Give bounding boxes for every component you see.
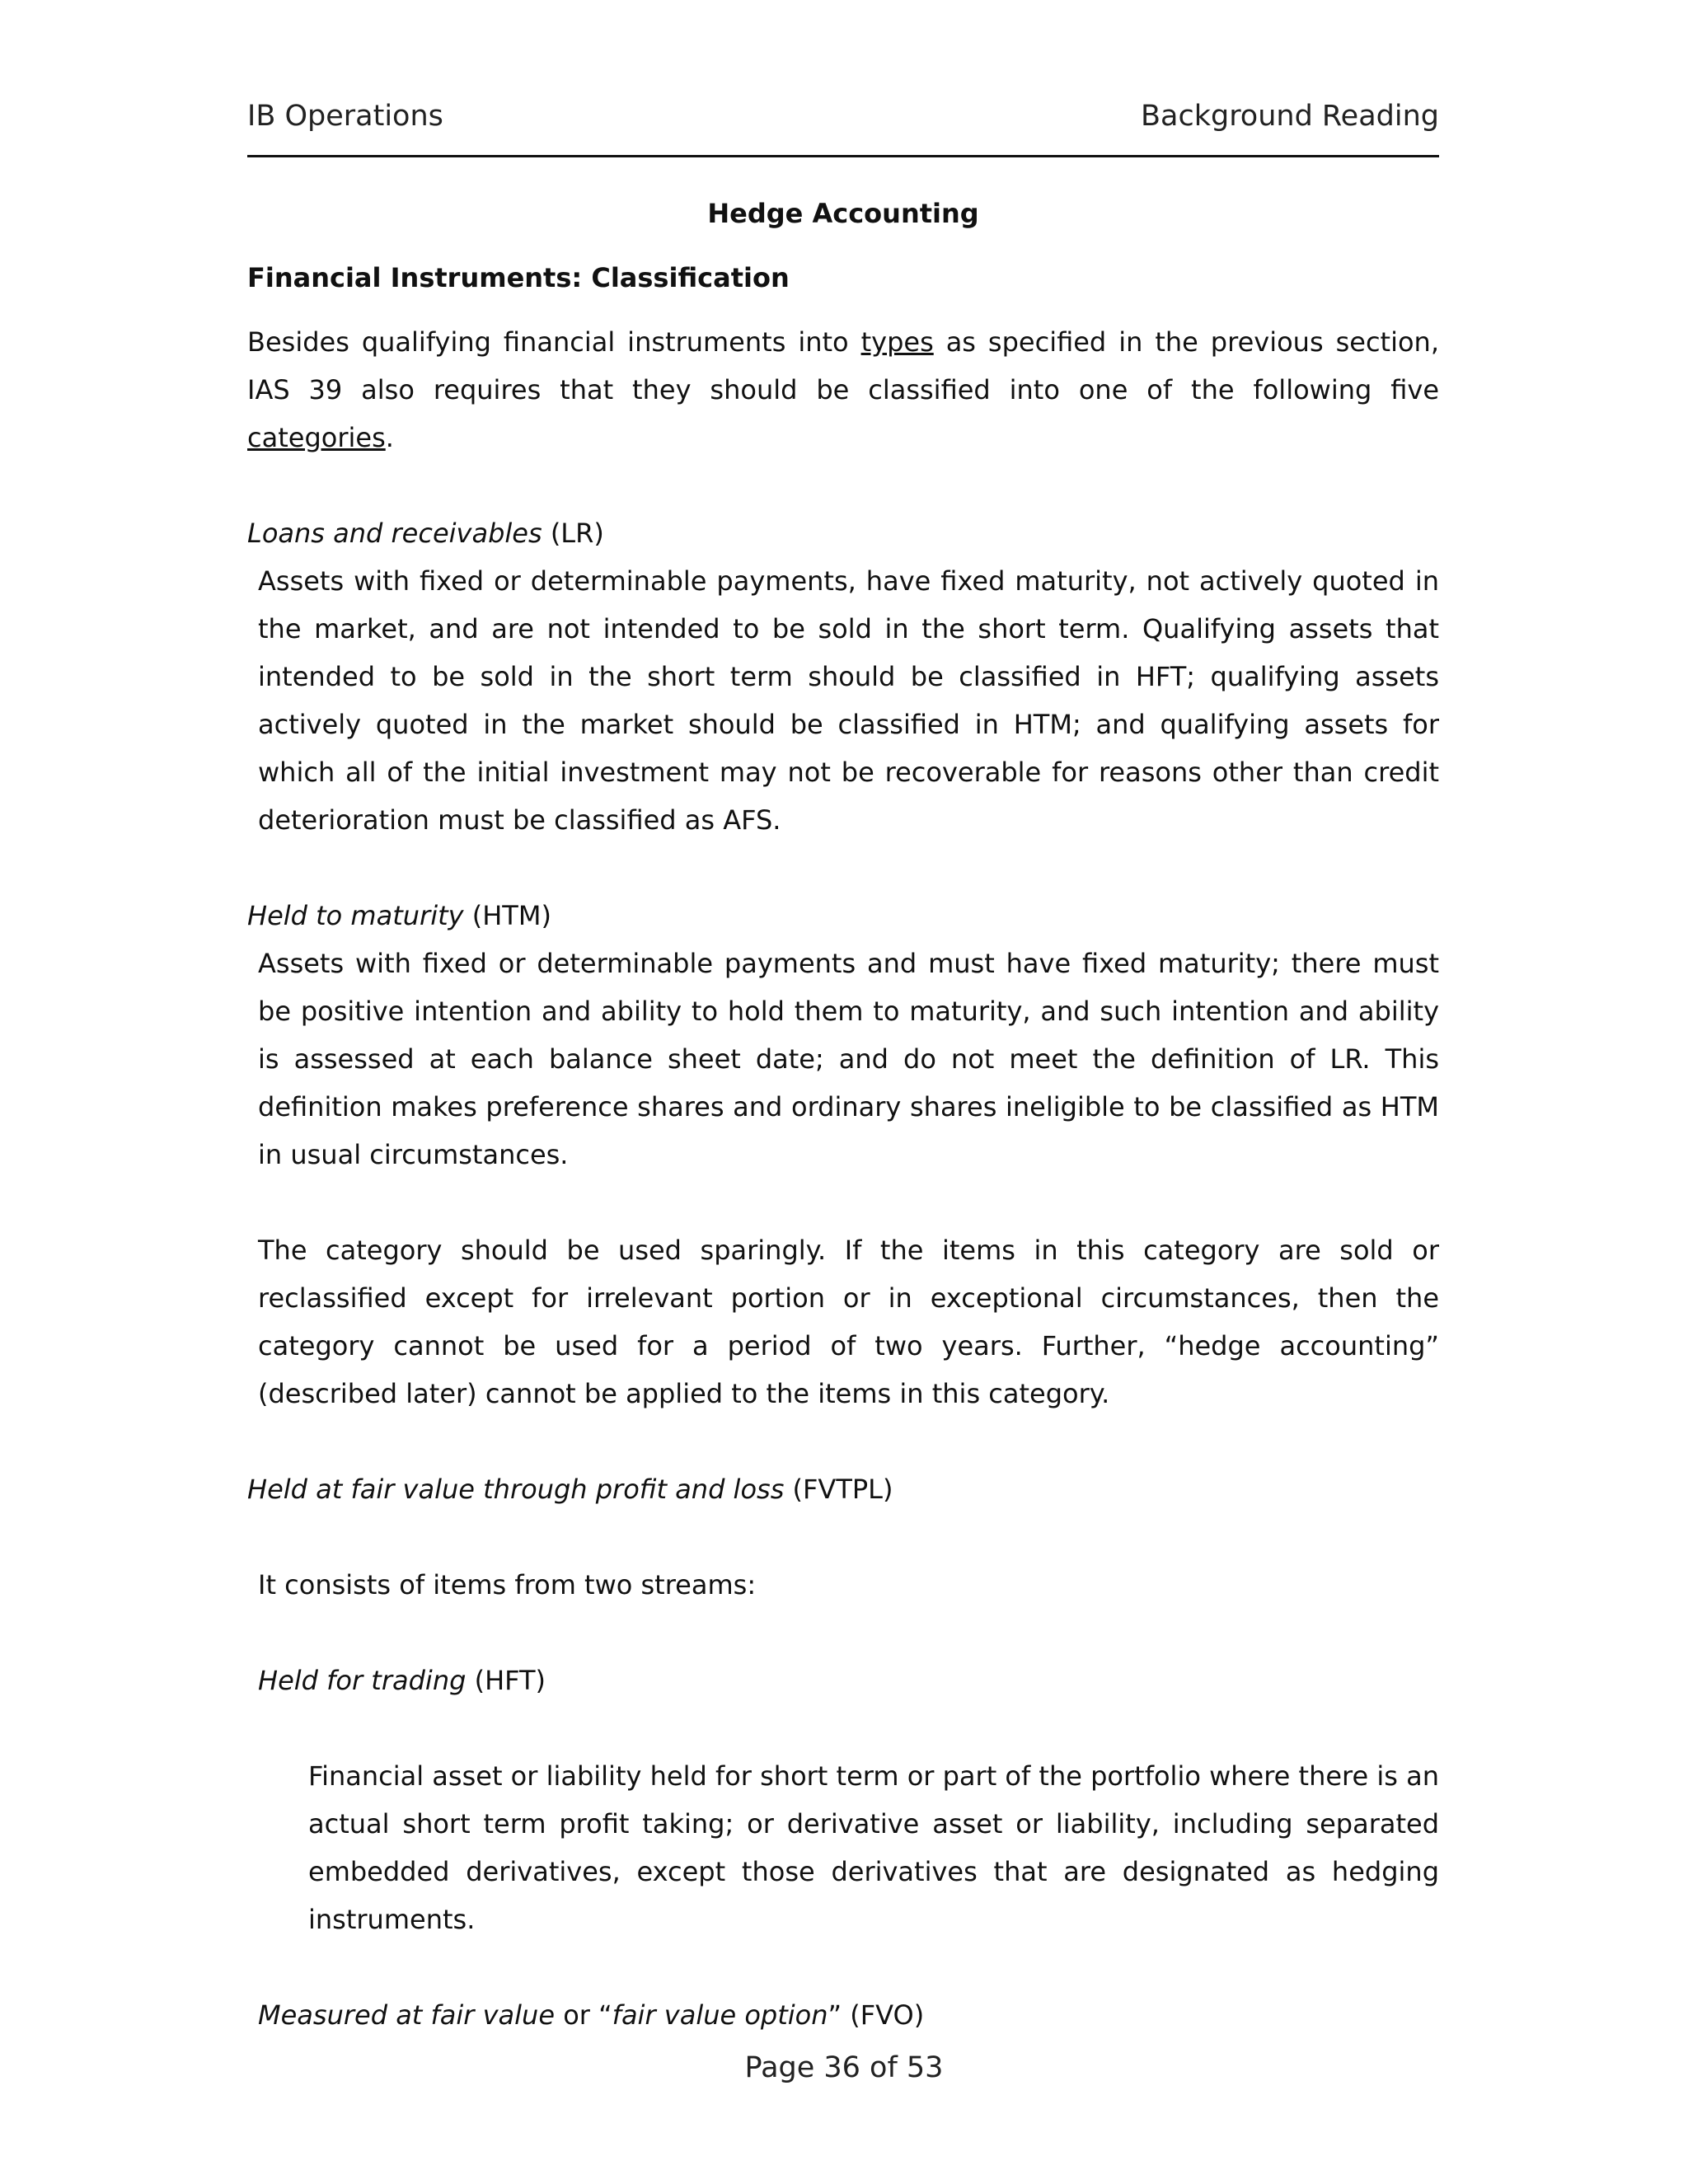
spacer bbox=[247, 462, 1439, 509]
intro-text-3: . bbox=[385, 422, 394, 453]
spacer bbox=[247, 1513, 1439, 1561]
intro-paragraph bbox=[247, 318, 1439, 462]
htm-heading bbox=[247, 892, 1439, 940]
fvtpl-abbr: (FVTPL) bbox=[784, 1474, 893, 1505]
fvo-name: Measured at fair value bbox=[258, 1999, 556, 2031]
spacer bbox=[247, 1179, 1439, 1226]
hft-name: Held for trading bbox=[258, 1665, 467, 1696]
fvo-or: or “ bbox=[555, 1999, 612, 2031]
page-header bbox=[247, 96, 1439, 137]
header-left: IB Operations bbox=[247, 100, 443, 133]
fvo-option-name: fair value option bbox=[612, 1999, 828, 2031]
fvo-abbr: ” (FVO) bbox=[828, 1999, 925, 2031]
page-title: Hedge Accounting bbox=[707, 198, 979, 229]
lr-body: Assets with fixed or determinable payments, have fixed maturity, not actively quoted in the market, and are not intended to be sold in the short term. Qualifying assets that intended to be sold in the short term should be classified in HFT; qualifying assets actively quoted in the market should be classified in HTM; and qualifying assets for which all of the initial investment may not be recoverable for reasons other than credit deterioration must be classified as AFS. bbox=[258, 565, 1439, 836]
hft-abbr: (HFT) bbox=[466, 1665, 546, 1696]
lr-name: Loans and receivables bbox=[247, 518, 542, 549]
hft-heading bbox=[258, 1657, 1439, 1704]
intro-text-1: Besides qualifying financial instruments into bbox=[247, 326, 861, 358]
spacer bbox=[247, 844, 1439, 892]
header-right: Background Reading bbox=[1141, 100, 1439, 133]
lr-heading bbox=[247, 509, 1439, 557]
hft-body: Financial asset or liability held for short term or part of the portfolio where there is an actual short term profit taking; or derivative asset or liability, including separated embedded derivatives, except those derivatives that are designated as hedging instruments. bbox=[308, 1760, 1439, 1935]
lr-abbr: (LR) bbox=[542, 518, 604, 549]
spacer bbox=[247, 1418, 1439, 1465]
spacer bbox=[247, 1704, 1439, 1752]
categories-underlined: categories bbox=[247, 422, 386, 453]
header-rule bbox=[247, 155, 1439, 157]
page-number: Page 36 of 53 bbox=[744, 2051, 944, 2084]
fvtpl-name: Held at fair value through profit and loss bbox=[247, 1474, 785, 1505]
intro-text-2: as specified in the previous section, IAS 39 also requires that they should be classified into one of the following five bbox=[247, 326, 1440, 405]
fvtpl-streams: It consists of items from two streams: bbox=[258, 1569, 757, 1601]
fvtpl-heading bbox=[247, 1465, 1439, 1513]
fvo-heading bbox=[258, 1991, 1439, 2039]
spacer bbox=[247, 1943, 1439, 1991]
page-content bbox=[247, 190, 1439, 2039]
htm-body-1: Assets with fixed or determinable payments and must have fixed maturity; there must be positive intention and ability to hold them to maturity, and such intention and ability is assessed at each balance sheet date; and do not meet the definition of LR. This definition makes preference shares and ordinary shares ineligible to be classified as HTM in usual circumstances. bbox=[258, 948, 1439, 1170]
htm-body-2: The category should be used sparingly. If the items in this category are sold or reclassified except for irrelevant portion or in exceptional circumstances, then the category cannot be used for a period of two years. Further, “hedge accounting” (described later) cannot be applied to the items in this category. bbox=[258, 1235, 1439, 1409]
htm-abbr: (HTM) bbox=[463, 900, 551, 931]
section-heading: Financial Instruments: Classification bbox=[247, 262, 790, 293]
types-underlined: types bbox=[860, 326, 934, 358]
spacer bbox=[247, 1609, 1439, 1657]
htm-name: Held to maturity bbox=[247, 900, 464, 931]
